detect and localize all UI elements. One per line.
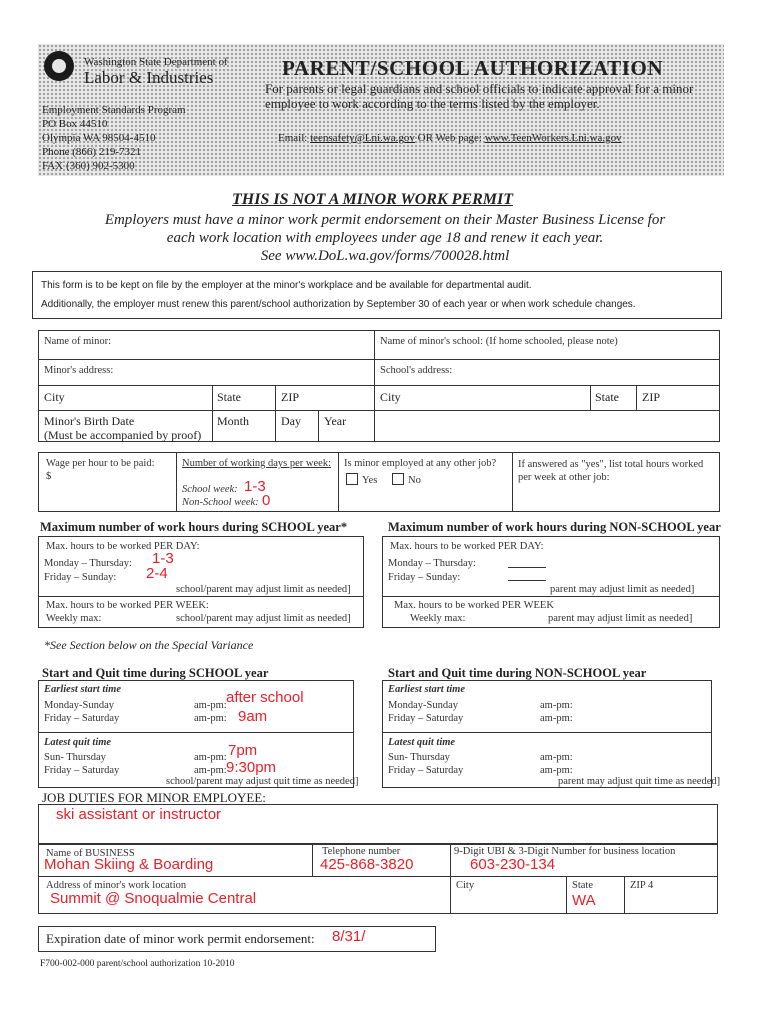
nonschool-week-label: Non-School week: — [182, 497, 259, 508]
form-id: F700-002-000 parent/school authorization 10-2010 — [40, 959, 235, 969]
school-ampm-3: am-pm: — [194, 752, 227, 763]
nonschool-ampm-3: am-pm: — [540, 752, 573, 763]
yes-checkbox[interactable] — [346, 470, 377, 488]
see-link[interactable]: See www.DoL.wa.gov/forms/700028.html — [260, 248, 510, 264]
no-label: No — [408, 475, 421, 486]
nonschool-sun-thu-label: Sun- Thursday — [388, 752, 450, 763]
minor-name-label: Name of minor: — [44, 336, 112, 347]
school-fri-sat2-label: Friday – Saturday — [44, 765, 120, 776]
year-label: Year — [324, 414, 347, 428]
form-subtitle: For parents or legal guardians and school officials to indicate approval for a minor employee to work according to the terms listed by the employer. — [265, 81, 694, 111]
nonschool-fri-sat-label: Friday – Saturday — [388, 713, 464, 724]
employer-note — [0, 211, 770, 265]
web-link[interactable]: www.TeenWorkers.Lni.wa.gov — [484, 132, 622, 144]
school-ampm-4: am-pm: — [194, 765, 227, 776]
minor-name-field[interactable] — [120, 334, 360, 352]
employer-note-line2: each work location with employees under age 18 and renew it each year. — [166, 230, 604, 246]
email-link[interactable]: teensafety@Lni.wa.gov — [310, 132, 415, 144]
nonschool-week-adjust-note: parent may adjust limit as needed] — [548, 613, 693, 624]
school-quit-1-value[interactable]: 7pm — [228, 742, 258, 759]
school-mon-thu-value[interactable]: 1-3 — [152, 550, 174, 567]
dept-line1: Washington State Department of — [84, 56, 228, 68]
day-label: Day — [281, 414, 301, 428]
dept-line2: Labor & Industries — [84, 68, 214, 87]
wage-dollar: $ — [46, 471, 52, 482]
phone-label: Telephone number — [322, 846, 401, 857]
school-earliest-label: Earliest start time — [44, 684, 122, 695]
form-title: PARENT/SCHOOL AUTHORIZATION — [282, 56, 664, 80]
not-permit-heading: THIS IS NOT A MINOR WORK PERMIT — [232, 191, 513, 208]
school-mon-sun-label: Monday-Sunday — [44, 700, 114, 711]
work-address-value[interactable]: Summit @ Snoqualmie Central — [50, 890, 257, 907]
school-state-label: State — [595, 390, 619, 404]
nonschool-mon-sun-label: Monday-Sunday — [388, 700, 458, 711]
work-state-label: State — [572, 880, 593, 891]
school-fri-sun-label: Friday – Sunday: — [44, 572, 117, 583]
working-days-label: Number of working days per week: — [182, 458, 331, 469]
lni-logo-inner — [52, 59, 66, 73]
school-week-adjust-note: school/parent may adjust limit as needed] — [176, 613, 351, 624]
nonschool-earliest-label: Earliest start time — [388, 684, 466, 695]
state-label: State — [217, 390, 241, 404]
keep-on-file-text: This form is to be kept on file by the employer at the minor's workplace and be available for departmental audit. — [41, 280, 532, 291]
city-label: City — [44, 390, 65, 404]
nonschool-latest-label: Latest quit time — [388, 737, 456, 748]
school-sun-thu-label: Sun- Thursday — [44, 752, 106, 763]
zip-label: ZIP — [281, 390, 299, 404]
expiration-value[interactable]: 8/31/ — [332, 928, 366, 945]
work-zip-label: ZIP 4 — [630, 880, 654, 891]
school-fri-sun-value[interactable]: 2-4 — [146, 565, 168, 582]
job-duties-title: JOB DUTIES FOR MINOR EMPLOYEE: — [42, 790, 266, 805]
nonschool-quit-adjust-note: parent may adjust quit time as needed] — [558, 776, 721, 787]
web-label: OR Web page: — [417, 132, 482, 144]
phone-value[interactable]: 425-868-3820 — [320, 856, 414, 873]
nonschool-times-title: Start and Quit time during NON-SCHOOL year — [388, 666, 647, 680]
work-city-label: City — [456, 880, 475, 891]
school-week-label: School week: — [182, 484, 238, 495]
school-fri-sat-label: Friday – Saturday — [44, 713, 120, 724]
school-start-1-value[interactable]: after school — [226, 689, 304, 706]
ubi-label: 9-Digit UBI & 3-Digit Number for business location — [454, 846, 676, 857]
school-day-adjust-note: school/parent may adjust limit as needed] — [176, 584, 351, 595]
contact-line — [278, 132, 622, 144]
ubi-value[interactable]: 603-230-134 — [470, 856, 556, 873]
email-label: Email: — [278, 132, 308, 144]
nonschool-mon-thu-label: Monday – Thursday: — [388, 558, 476, 569]
nonschool-week-value[interactable]: 0 — [262, 492, 271, 509]
school-ampm-1: am-pm: — [194, 700, 227, 711]
nonschool-day-adjust-note: parent may adjust limit as needed] — [550, 584, 695, 595]
nonschool-fri-sat2-label: Friday – Saturday — [388, 765, 464, 776]
fax: FAX (360) 902-5300 — [42, 160, 135, 172]
wage-label: Wage per hour to be paid: — [46, 458, 155, 469]
yes-label: Yes — [362, 475, 378, 486]
school-name-label: Name of minor's school: (If home schooled, please note) — [380, 336, 618, 347]
school-quit-2-value[interactable]: 9:30pm — [226, 759, 277, 776]
school-mon-thu-label: Monday – Thursday: — [44, 558, 132, 569]
renew-text: Additionally, the employer must renew this parent/school authorization by September 30 of each year or when work schedule changes. — [41, 299, 636, 310]
school-per-day-label: Max. hours to be worked PER DAY: — [46, 541, 200, 552]
nonschool-per-day-label: Max. hours to be worked PER DAY: — [390, 541, 544, 552]
work-address-label: Address of minor's work location — [46, 880, 187, 891]
other-job-label: Is minor employed at any other job? — [344, 458, 497, 469]
phone: Phone (866) 219-7321 — [42, 146, 141, 158]
school-hours-title: Maximum number of work hours during SCHOOL year* — [40, 520, 348, 534]
work-state-value[interactable]: WA — [572, 892, 596, 909]
expiration-label: Expiration date of minor work permit endorsement: — [46, 931, 315, 946]
program-name: Employment Standards Program — [42, 104, 186, 116]
nonschool-ampm-4: am-pm: — [540, 765, 573, 776]
school-latest-label: Latest quit time — [44, 737, 112, 748]
school-quit-adjust-note: school/parent may adjust quit time as needed] — [166, 776, 359, 787]
nonschool-weekly-label: Weekly max: — [410, 613, 466, 624]
no-checkbox[interactable] — [392, 470, 421, 488]
school-address-label: School's address: — [380, 365, 453, 376]
birth-proof-note: (Must be accompanied by proof) — [44, 428, 202, 442]
school-weekly-label: Weekly max: — [46, 613, 102, 624]
school-start-2-value[interactable]: 9am — [238, 708, 268, 725]
minor-address-label: Minor's address: — [44, 365, 114, 376]
school-ampm-2: am-pm: — [194, 713, 227, 724]
nonschool-per-week-label: Max. hours to be worked PER WEEK — [394, 600, 554, 611]
address-city: Olympia WA 98504-4510 — [42, 132, 156, 144]
po-box: PO Box 44510 — [42, 118, 108, 130]
school-per-week-label: Max. hours to be worked PER WEEK: — [46, 600, 209, 611]
variance-note: *See Section below on the Special Variance — [44, 638, 254, 652]
birth-date-label: Minor's Birth Date — [44, 414, 135, 428]
nonschool-fri-sun-label: Friday – Sunday: — [388, 572, 461, 583]
school-city-label: City — [380, 390, 401, 404]
keep-on-file-box — [32, 271, 722, 319]
business-name-value[interactable]: Mohan Skiing & Boarding — [44, 856, 214, 873]
job-duties-value[interactable]: ski assistant or instructor — [56, 806, 222, 823]
school-zip-label: ZIP — [642, 390, 660, 404]
business-name-label: Name of BUSINESS — [46, 848, 135, 859]
employer-note-line1: Employers must have a minor work permit endorsement on their Master Business License for — [104, 212, 666, 228]
nonschool-ampm-1: am-pm: — [540, 700, 573, 711]
school-times-title: Start and Quit time during SCHOOL year — [42, 666, 269, 680]
nonschool-ampm-2: am-pm: — [540, 713, 573, 724]
month-label: Month — [217, 414, 250, 428]
nonschool-hours-title: Maximum number of work hours during NON-SCHOOL year — [388, 520, 721, 534]
school-week-value[interactable]: 1-3 — [244, 478, 266, 495]
other-job-hours-label: If answered as "yes", list total hours worked per week at other job: — [518, 459, 704, 483]
